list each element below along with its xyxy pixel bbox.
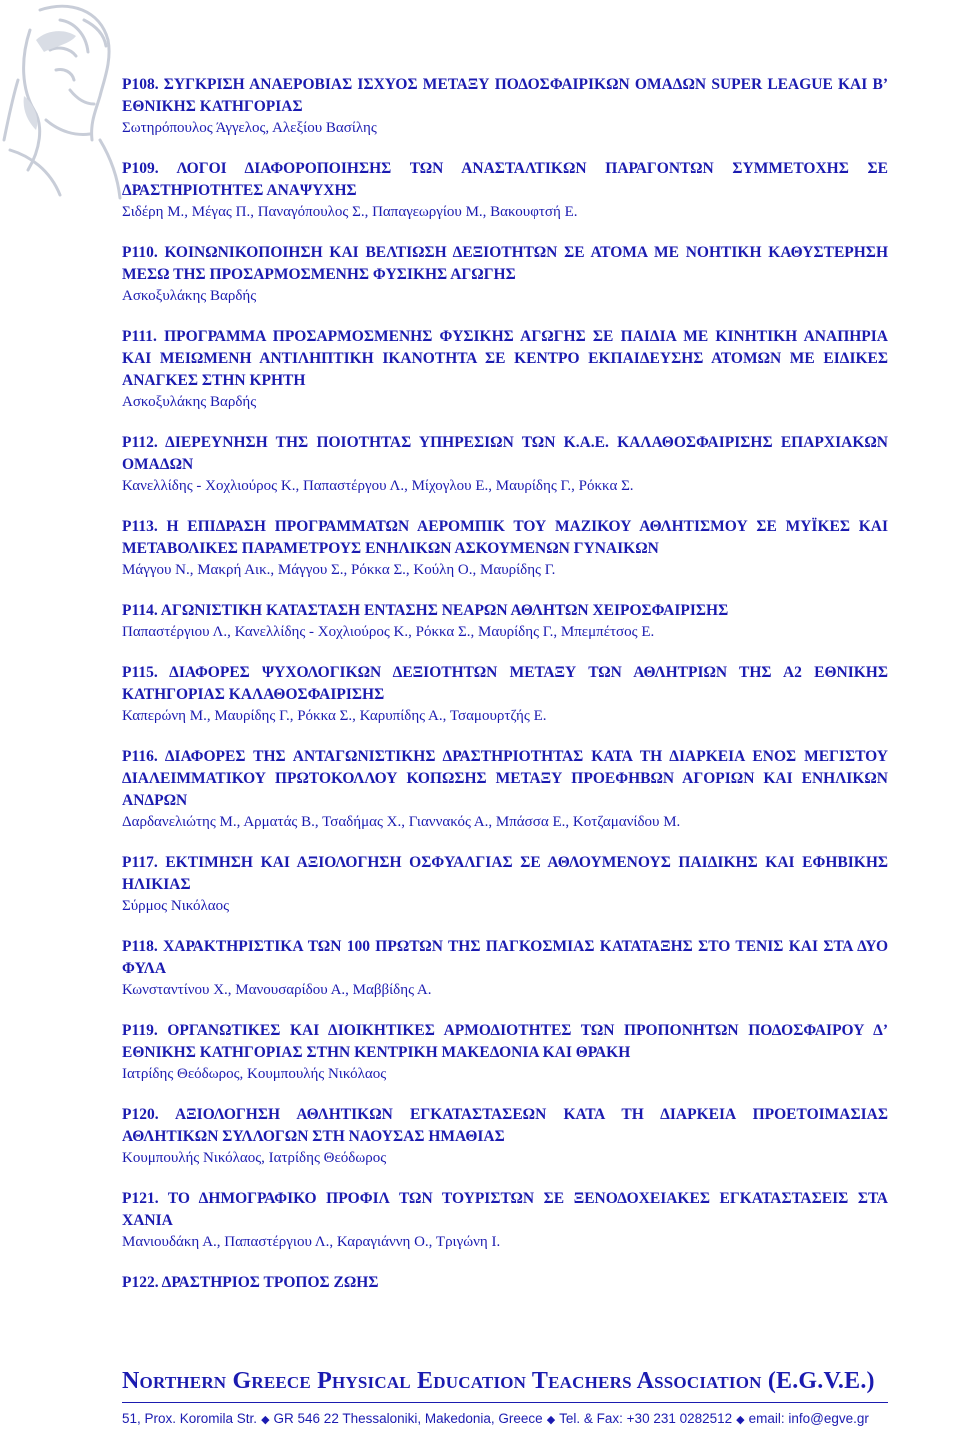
entry-p118 [122,936,888,1001]
bust-sketch-icon [0,0,135,200]
footer-postal: GR 546 22 Thessaloniki, Makedonia, Greece [273,1411,543,1426]
entry-title: ΔΡΑΣΤΗΡΙΟΣ ΤΡΟΠΟΣ ΖΩΗΣ [161,1274,379,1291]
entry-code: Ρ115. [122,664,158,681]
footer-email[interactable]: email: info@egve.gr [748,1411,869,1426]
entry-authors: Ασκοξυλάκης Βαρδής [122,288,257,304]
footer-phone: Tel. & Fax: +30 231 0282512 [559,1411,733,1426]
entry-code: Ρ118. [122,938,158,955]
entry-title: ΔΙΑΦΟΡΕΣ ΤΗΣ ΑΝΤΑΓΩΝΙΣΤΙΚΗΣ ΔΡΑΣΤΗΡΙΟΤΗΤΑΣ ΚΑΤΑ ΤΗ ΔΙΑΡΚΕΙΑ ΕΝΟΣ ΜΕΓΙΣΤΟΥ ΔΙΑΛΕΙΜΜΑΤΙΚΟΥ ΠΡΩΤΟΚΟΛΛΟΥ ΚΟΠΩΣΗΣ ΜΕΤΑΞΥ ΠΡΟΕΦΗΒΩΝ ΑΓΟΡΙΩΝ ΚΑΙ ΕΝΗΛΙΚΩΝ ΑΝΔΡΩΝ [122,748,888,809]
footer-divider [122,1402,888,1403]
entry-authors: Κουμπουλής Νικόλαος, Ιατρίδης Θεόδωρος [122,1150,387,1166]
entry-title: ΠΡΟΓΡΑΜΜΑ ΠΡΟΣΑΡΜΟΣΜΕΝΗΣ ΦΥΣΙΚΗΣ ΑΓΩΓΗΣ ΣΕ ΠΑΙΔΙΑ ΜΕ ΚΙΝΗΤΙΚΗ ΑΝΑΠΗΡΙΑ ΚΑΙ ΜΕΙΩΜΕΝΗ ΑΝΤΙΛΗΠΤΙΚΗ ΙΚΑΝΟΤΗΤΑ ΣΕ ΚΕΝΤΡΟ ΕΚΠΑΙΔΕΥΣΗΣ ΑΤΟΜΩΝ ΜΕ ΕΙΔΙΚΕΣ ΑΝΑΓΚΕΣ ΣΤΗΝ ΚΡΗΤΗ [122,328,888,389]
entry-authors: Κανελλίδης - Χοχλιούρος Κ., Παπαστέργου Λ., Μίχογλου Ε., Μαυρίδης Γ., Ρόκκα Σ. [122,478,634,494]
footer-address: 51, Prox. Koromila Str. [122,1411,258,1426]
entry-p108 [122,74,888,139]
entry-title: Η ΕΠΙΔΡΑΣΗ ΠΡΟΓΡΑΜΜΑΤΩΝ ΑΕΡΟΜΠΙΚ ΤΟΥ ΜΑΖΙΚΟΥ ΑΘΛΗΤΙΣΜΟΥ ΣΕ ΜΥΪΚΕΣ ΚΑΙ ΜΕΤΑΒΟΛΙΚΕΣ ΠΑΡΑΜΕΤΡΟΥΣ ΕΝΗΛΙΚΩΝ ΑΣΚΟΥΜΕΝΩΝ ΓΥΝΑΙΚΩΝ [122,518,888,557]
entry-code: Ρ120. [122,1106,159,1123]
entry-authors: Μανιουδάκη Α., Παπαστέργιου Λ., Καραγιάννη Ο., Τριγώνη Ι. [122,1234,501,1250]
entry-authors: Καπερώνη Μ., Μαυρίδης Γ., Ρόκκα Σ., Καρυπίδης Α., Τσαμουρτζής Ε. [122,708,547,724]
entry-p110 [122,242,888,307]
entry-code: Ρ108. [122,76,159,93]
entry-code: Ρ114. [122,602,158,619]
entry-code: Ρ109. [122,160,159,177]
footer-association [122,1368,888,1395]
entry-p117 [122,852,888,917]
entry-p111 [122,326,888,413]
association-name: Northern Greece Physical Education Teachers Association (E.G.V.E.) [122,1368,875,1394]
bullet-icon: ◆ [261,1414,270,1426]
entry-code: Ρ121. [122,1190,159,1207]
entry-p122 [122,1272,888,1294]
entry-code: Ρ110. [122,244,158,261]
entry-authors: Ασκοξυλάκης Βαρδής [122,394,257,410]
entry-p112 [122,432,888,497]
entry-title: ΣΥΓΚΡΙΣΗ ΑΝΑΕΡΟΒΙΑΣ ΙΣΧΥΟΣ ΜΕΤΑΞΥ ΠΟΔΟΣΦΑΙΡΙΚΩΝ ΟΜΑΔΩΝ SUPER LEAGUE ΚΑΙ Β’ ΕΘΝΙΚΗΣ ΚΑΤΗΓΟΡΙΑΣ [122,76,888,115]
entry-p121 [122,1188,888,1253]
entry-title: ΧΑΡΑΚΤΗΡΙΣΤΙΚΑ ΤΩΝ 100 ΠΡΩΤΩΝ ΤΗΣ ΠΑΓΚΟΣΜΙΑΣ ΚΑΤΑΤΑΞΗΣ ΣΤΟ ΤΕΝΙΣ ΚΑΙ ΣΤΑ ΔΥΟ ΦΥΛΑ [122,938,889,977]
entry-title: ΟΡΓΑΝΩΤΙΚΕΣ ΚΑΙ ΔΙΟΙΚΗΤΙΚΕΣ ΑΡΜΟΔΙΟΤΗΤΕΣ ΤΩΝ ΠΡΟΠΟΝΗΤΩΝ ΠΟΔΟΣΦΑΙΡΟΥ Δ’ ΕΘΝΙΚΗΣ ΚΑΤΗΓΟΡΙΑΣ ΣΤΗΝ ΚΕΝΤΡΙΚΗ ΜΑΚΕΔΟΝΙΑ ΚΑΙ ΘΡΑΚΗ [122,1022,889,1061]
entry-title: ΔΙΕΡΕΥΝΗΣΗ ΤΗΣ ΠΟΙΟΤΗΤΑΣ ΥΠΗΡΕΣΙΩΝ ΤΩΝ Κ.Α.Ε. ΚΑΛΑΘΟΣΦΑΙΡΙΣΗΣ ΕΠΑΡΧΙΑΚΩΝ ΟΜΑΔΩΝ [122,434,888,473]
footer-contact [122,1411,888,1426]
entry-code: Ρ116. [122,748,158,765]
bullet-icon: ◆ [736,1414,745,1426]
entry-title: ΚΟΙΝΩΝΙΚΟΠΟΙΗΣΗ ΚΑΙ ΒΕΛΤΙΩΣΗ ΔΕΞΙΟΤΗΤΩΝ ΣΕ ΑΤΟΜΑ ΜΕ ΝΟΗΤΙΚΗ ΚΑΘΥΣΤΕΡΗΣΗ ΜΕΣΩ ΤΗΣ ΠΡΟΣΑΡΜΟΣΜΕΝΗΣ ΦΥΣΙΚΗΣ ΑΓΩΓΗΣ [122,244,888,283]
entry-p116 [122,746,888,833]
entry-p109 [122,158,888,223]
entry-authors: Μάγγου Ν., Μακρή Αικ., Μάγγου Σ., Ρόκκα Σ., Κούλη Ο., Μαυρίδης Γ. [122,562,556,578]
entry-p120 [122,1104,888,1169]
entry-code: Ρ117. [122,854,158,871]
entry-p115 [122,662,888,727]
entry-p119 [122,1020,888,1085]
entry-title: ΛΟΓΟΙ ΔΙΑΦΟΡΟΠΟΙΗΣΗΣ ΤΩΝ ΑΝΑΣΤΑΛΤΙΚΩΝ ΠΑΡΑΓΟΝΤΩΝ ΣΥΜΜΕΤΟΧΗΣ ΣΕ ΔΡΑΣΤΗΡΙΟΤΗΤΕΣ ΑΝΑΨΥΧΗΣ [122,160,888,199]
entry-authors: Παπαστέργιου Λ., Κανελλίδης - Χοχλιούρος Κ., Ρόκκα Σ., Μαυρίδης Γ., Μπεμπέτσος Ε. [122,624,655,640]
entry-title: ΕΚΤΙΜΗΣΗ ΚΑΙ ΑΞΙΟΛΟΓΗΣΗ ΟΣΦΥΑΛΓΙΑΣ ΣΕ ΑΘΛΟΥΜΕΝΟΥΣ ΠΑΙΔΙΚΗΣ ΚΑΙ ΕΦΗΒΙΚΗΣ ΗΛΙΚΙΑΣ [122,854,889,893]
entry-code: Ρ113. [122,518,158,535]
entry-authors: Σύρμος Νικόλαος [122,898,230,914]
bullet-icon: ◆ [546,1414,556,1426]
entry-code: Ρ111. [122,328,157,345]
abstract-list [122,74,888,1313]
entry-authors: Δαρδανελιώτης Μ., Αρματάς Β., Τσαδήμας Χ., Γιαννακός Α., Μπάσσα Ε., Κοτζαμανίδου Μ. [122,814,681,830]
entry-code: Ρ112. [122,434,158,451]
entry-p113 [122,516,888,581]
entry-title: ΔΙΑΦΟΡΕΣ ΨΥΧΟΛΟΓΙΚΩΝ ΔΕΞΙΟΤΗΤΩΝ ΜΕΤΑΞΥ ΤΩΝ ΑΘΛΗΤΡΙΩΝ ΤΗΣ Α2 ΕΘΝΙΚΗΣ ΚΑΤΗΓΟΡΙΑΣ ΚΑΛΑΘΟΣΦΑΙΡΙΣΗΣ [122,664,888,703]
entry-code: Ρ122. [122,1274,159,1291]
entry-p114 [122,600,888,643]
entry-authors: Σιδέρη Μ., Μέγας Π., Παναγόπουλος Σ., Παπαγεωργίου Μ., Βακουφτσή Ε. [122,204,578,220]
entry-title: ΤΟ ΔΗΜΟΓΡΑΦΙΚΟ ΠΡΟΦΙΛ ΤΩΝ ΤΟΥΡΙΣΤΩΝ ΣΕ ΞΕΝΟΔΟΧΕΙΑΚΕΣ ΕΓΚΑΤΑΣΤΑΣΕΙΣ ΣΤΑ ΧΑΝΙΑ [122,1190,888,1229]
entry-authors: Σωτηρόπουλος Άγγελος, Αλεξίου Βασίλης [122,120,377,136]
entry-title: ΑΞΙΟΛΟΓΗΣΗ ΑΘΛΗΤΙΚΩΝ ΕΓΚΑΤΑΣΤΑΣΕΩΝ ΚΑΤΑ ΤΗ ΔΙΑΡΚΕΙΑ ΠΡΟΕΤΟΙΜΑΣΙΑΣ ΑΘΛΗΤΙΚΩΝ ΣΥΛΛΟΓΩΝ ΣΤΗ ΝΑΟΥΣΑΣ ΗΜΑΘΙΑΣ [122,1106,888,1145]
entry-authors: Κωνσταντίνου Χ., Μανουσαρίδου Α., Μαββίδης Α. [122,982,432,998]
entry-authors: Ιατρίδης Θεόδωρος, Κουμπουλής Νικόλαος [122,1066,387,1082]
entry-title: ΑΓΩΝΙΣΤΙΚΗ ΚΑΤΑΣΤΑΣΗ ΕΝΤΑΣΗΣ ΝΕΑΡΩΝ ΑΘΛΗΤΩΝ ΧΕΙΡΟΣΦΑΙΡΙΣΗΣ [160,602,729,619]
entry-code: Ρ119. [122,1022,158,1039]
